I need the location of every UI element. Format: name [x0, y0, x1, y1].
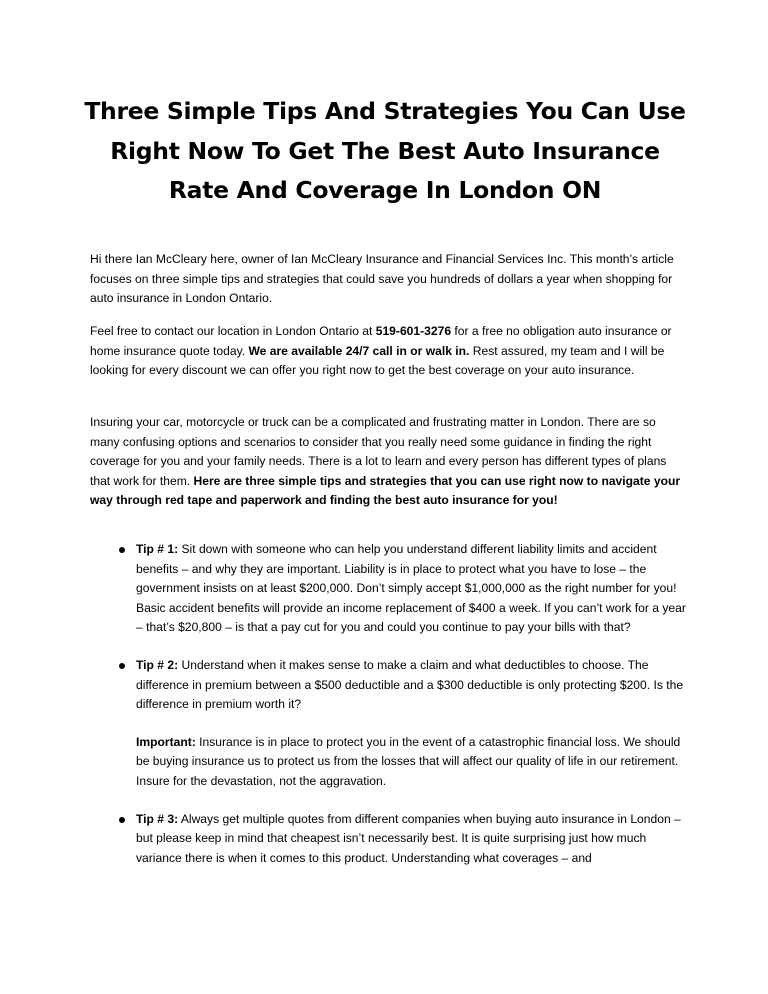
tip-item-3	[90, 810, 690, 869]
important-note	[136, 733, 690, 792]
document-title	[60, 92, 710, 211]
tip-text: Sit down with someone who can help you understand different liability limits and accident benefits – and why they are important. Liability is in place to protect what you have to lose – the government insists on at least $200,000. Don’t simply accept $1,000,000 as the right number for you! Basic accident benefits will provide an income replacement of $400 a week. If you can’t work for a year – that’s $20,800 – is that a pay cut for you and could you continue to pay your bills with that?	[136, 542, 686, 635]
overview-bold-text: Here are three simple tips and strategies that you can use right now to navigate your way through red tape and paperwork and finding the best auto insurance for you!	[90, 473, 681, 508]
tip-item-1	[90, 540, 690, 638]
overview-text: Insuring your car, motorcycle or truck can be a complicated and frustrating matter in London. There are so many confusing options and scenarios to consider that you really need some guidance in finding the right coverage for you and your family needs. There is a lot to learn and every person has different types of plans that work for them.	[90, 415, 667, 488]
tip-item-2	[90, 656, 690, 792]
tip-text: Always get multiple quotes from different companies when buying auto insurance in London – but please keep in mind that cheapest isn’t necessarily best. It is quite surprising just how much variance there is when it comes to this product. Understanding what coverages – and	[136, 811, 681, 865]
intro-paragraph: Hi there Ian McCleary here, owner of Ian McCleary Insurance and Financial Services Inc. This month’s article focuses on three simple tips and strategies that could save you hundreds of dollars a year when shopping for auto insurance in London Ontario.	[90, 252, 674, 306]
contact-paragraph	[90, 322, 688, 381]
note-text: Insurance is in place to protect you in the event of a catastrophic financial loss. We should be buying insurance us to protect us from the losses that will affect our quality of life in our retirement. Insure for the devastation, not the aggravation.	[136, 734, 681, 788]
overview-paragraph	[90, 413, 688, 511]
contact-text-a: Feel free to contact our location in London Ontario at	[90, 324, 376, 338]
title-line-2: Right Now To Get The Best Auto Insurance	[110, 136, 660, 165]
tip-label: Tip # 3:	[136, 811, 179, 826]
tip-label: Tip # 1:	[136, 542, 179, 556]
title-line-3: Rate And Coverage In London ON	[168, 176, 602, 204]
availability-text: We are available 24/7 call in or walk in.	[248, 343, 470, 358]
contact-text-c: Rest assured, my team and I will be looking for every discount we can offer you right now to get the best coverage on your auto insurance.	[90, 343, 665, 378]
contact-text-b: for a free no obligation auto insurance or home insurance quote today.	[90, 324, 672, 358]
tip-label: Tip # 2:	[136, 657, 179, 672]
title-line-1: Three Simple Tips And Strategies You Can Use	[84, 97, 686, 125]
bullet-icon	[119, 663, 125, 669]
bullet-icon	[119, 817, 125, 823]
phone-number: 519-601-3276	[375, 324, 452, 338]
note-label: Important:	[136, 734, 196, 749]
tip-text: Understand when it makes sense to make a claim and what deductibles to choose. The difference in premium between a $500 deductible and a $300 deductible is only protecting $200. Is the difference in premium worth it?	[136, 657, 684, 712]
bullet-icon	[119, 547, 125, 553]
tips-list	[90, 540, 690, 886]
